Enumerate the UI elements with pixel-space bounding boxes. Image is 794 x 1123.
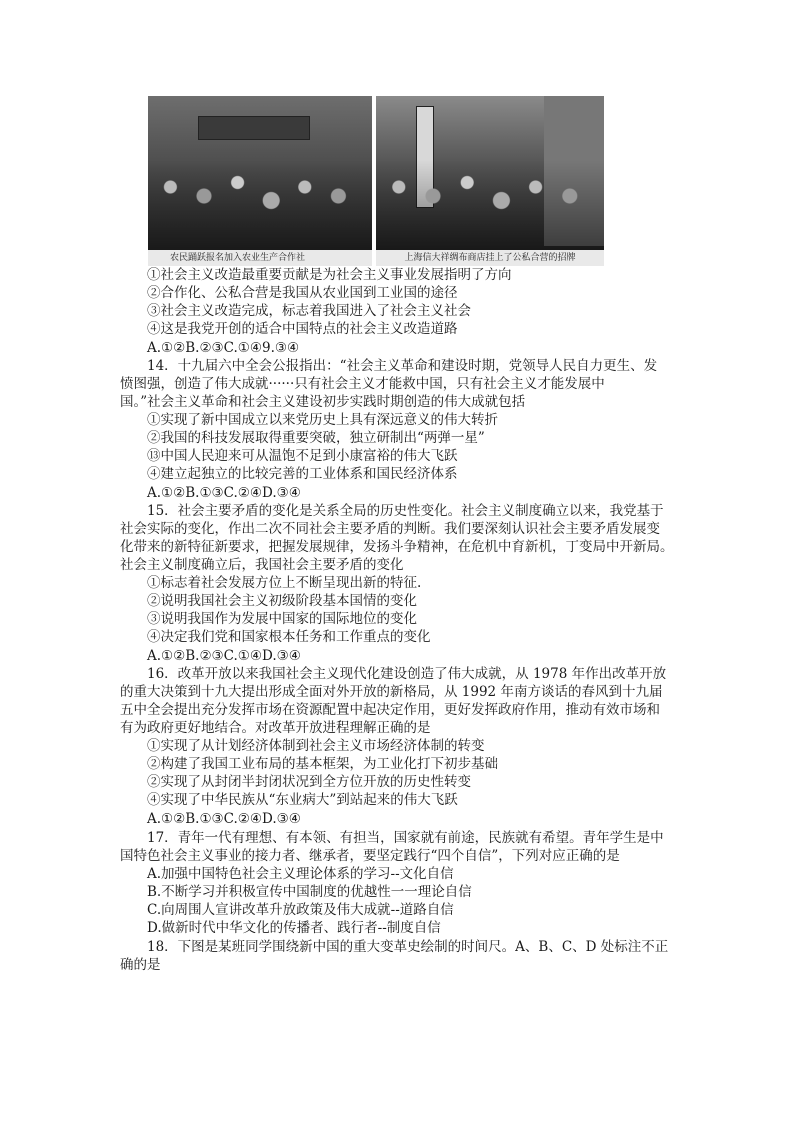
question-14: 14．十九届六中全会公报指出：“社会主义革命和建设时期，党领导人民自力更生、发 [147,358,658,374]
option-line: ②实现了从封闭半封闭状况到全方位开放的历史性转变 [147,774,471,790]
option-line: ①实现了新中国成立以来党历史上具有深远意义的伟大转折 [147,412,498,428]
option-line: ④这是我党开创的适合中国特点的社会主义改造道路 [147,321,458,337]
question-text: 确的是 [120,957,161,973]
question-18: 18．下图是某班同学围绕新中国的重大变革史绘制的时间尺。A、B、C、D 处标注不正 [147,939,669,955]
question-text: 社会主义制度确立后，我国社会主要矛盾的变化 [120,557,404,573]
option-line: ④建立起独立的比较完善的工业体系和国民经济体系 [147,466,458,482]
photo-crowd [148,160,372,250]
option-line: ①实现了从计划经济体制到社会主义市场经济体制的转变 [147,738,485,754]
photo-caption-left: 农民踊跃报名加入农业生产合作社 [148,250,372,266]
answer-choices: A.①②B.①③C.②④D.③④ [147,485,301,501]
photo-cooperative [148,96,372,266]
question-text: 有为政府更好地结合。对改革开放进程理解正确的是 [120,720,431,736]
question-text: 的重大决策到十九大提出形成全面对外开放的新格局，从 1992 年南方谈话的春风到十九届 [120,684,663,700]
photo-sign [198,116,310,140]
question-15: 15．社会主要矛盾的变化是关系全局的历史性变化。社会主义制度确立以来，我党基于 [147,503,664,519]
option-line: ②我国的科技发展取得重要突破，独立研制出“两弹一星” [147,430,485,446]
question-text: 国特色社会主义事业的接力者、继承者，要坚定践行“四个自信”，下列对应正确的是 [120,848,620,864]
option-line: ④实现了中华民族从“东业病大”到站起来的伟大飞跃 [147,792,458,808]
option-line: ②说明我国社会主义初级阶段基本国情的变化 [147,593,417,609]
question-text: 国。”社会主义革命和社会主义建设初步实践时期创造的伟大成就包括 [120,394,526,410]
question-text: 化带来的新特征新要求，把握发展规律，发扬斗争精神，在危机中育新机，丁变局中开新局。 [120,539,674,555]
question-17: 17．青年一代有理想、有本领、有担当，国家就有前途，民族就有希望。青年学生是中 [147,830,664,846]
option-line: ②合作化、公私合营是我国从农业国到工业国的途径 [147,285,458,301]
choice-b: B.不断学习并积极宣传中国制度的优越性一一理论自信 [147,884,472,900]
choice-a: A.加强中国特色社会主义理论体系的学习--文化自信 [147,866,454,882]
option-line: ①标志着社会发展方位上不断呈现出新的特征. [147,575,422,591]
photo-caption-right: 上海信大祥绸布商店挂上了公私合营的招牌 [376,250,604,266]
question-text: 社会实际的变化，作出二次不同社会主要矛盾的判断。我们要深刻认识社会主要矛盾发展变 [120,521,660,537]
option-line: ③社会主义改造完成，标志着我国进入了社会主义社会 [147,303,471,319]
option-line: ①社会主义改造最重要贡献是为社会主义事业发展指明了方向 [147,267,512,283]
choice-c: C.向周围人宣讲改革升放政策及伟大成就--道路自信 [147,902,454,918]
photo-joint-venture [376,96,604,266]
answer-choices: A.①②B.②③C.①④9.③④ [147,340,300,356]
photo-pair [148,96,604,266]
option-line: ②构建了我国工业布局的基本框架，为工业化打下初步基础 [147,756,498,772]
answer-choices: A.①②B.②③C.①④D.③④ [147,648,301,664]
photo-crowd [376,160,604,250]
question-text: 愤图强，创造了伟大成就······只有社会主义才能救中国，只有社会主义才能发展中 [120,376,605,392]
question-text: 五中全会提出充分发挥市场在资源配置中起决定作用，更好发挥政府作用，推动有效市场和 [120,702,660,718]
option-line: ⑬中国人民迎来可从温饱不足到小康富裕的伟大飞跃 [147,448,458,464]
option-line: ④决定我们党和国家根本任务和工作重点的变化 [147,629,431,645]
choice-d: D.做新时代中华文化的传播者、践行者--制度自信 [147,920,441,936]
question-16: 16．改革开放以来我国社会主义现代化建设创造了伟大成就，从 1978 年作出改革开放 [147,666,667,682]
answer-choices: A.①②B.①③C.②④D.③④ [147,811,301,827]
option-line: ③说明我国作为发展中国家的国际地位的变化 [147,611,417,627]
